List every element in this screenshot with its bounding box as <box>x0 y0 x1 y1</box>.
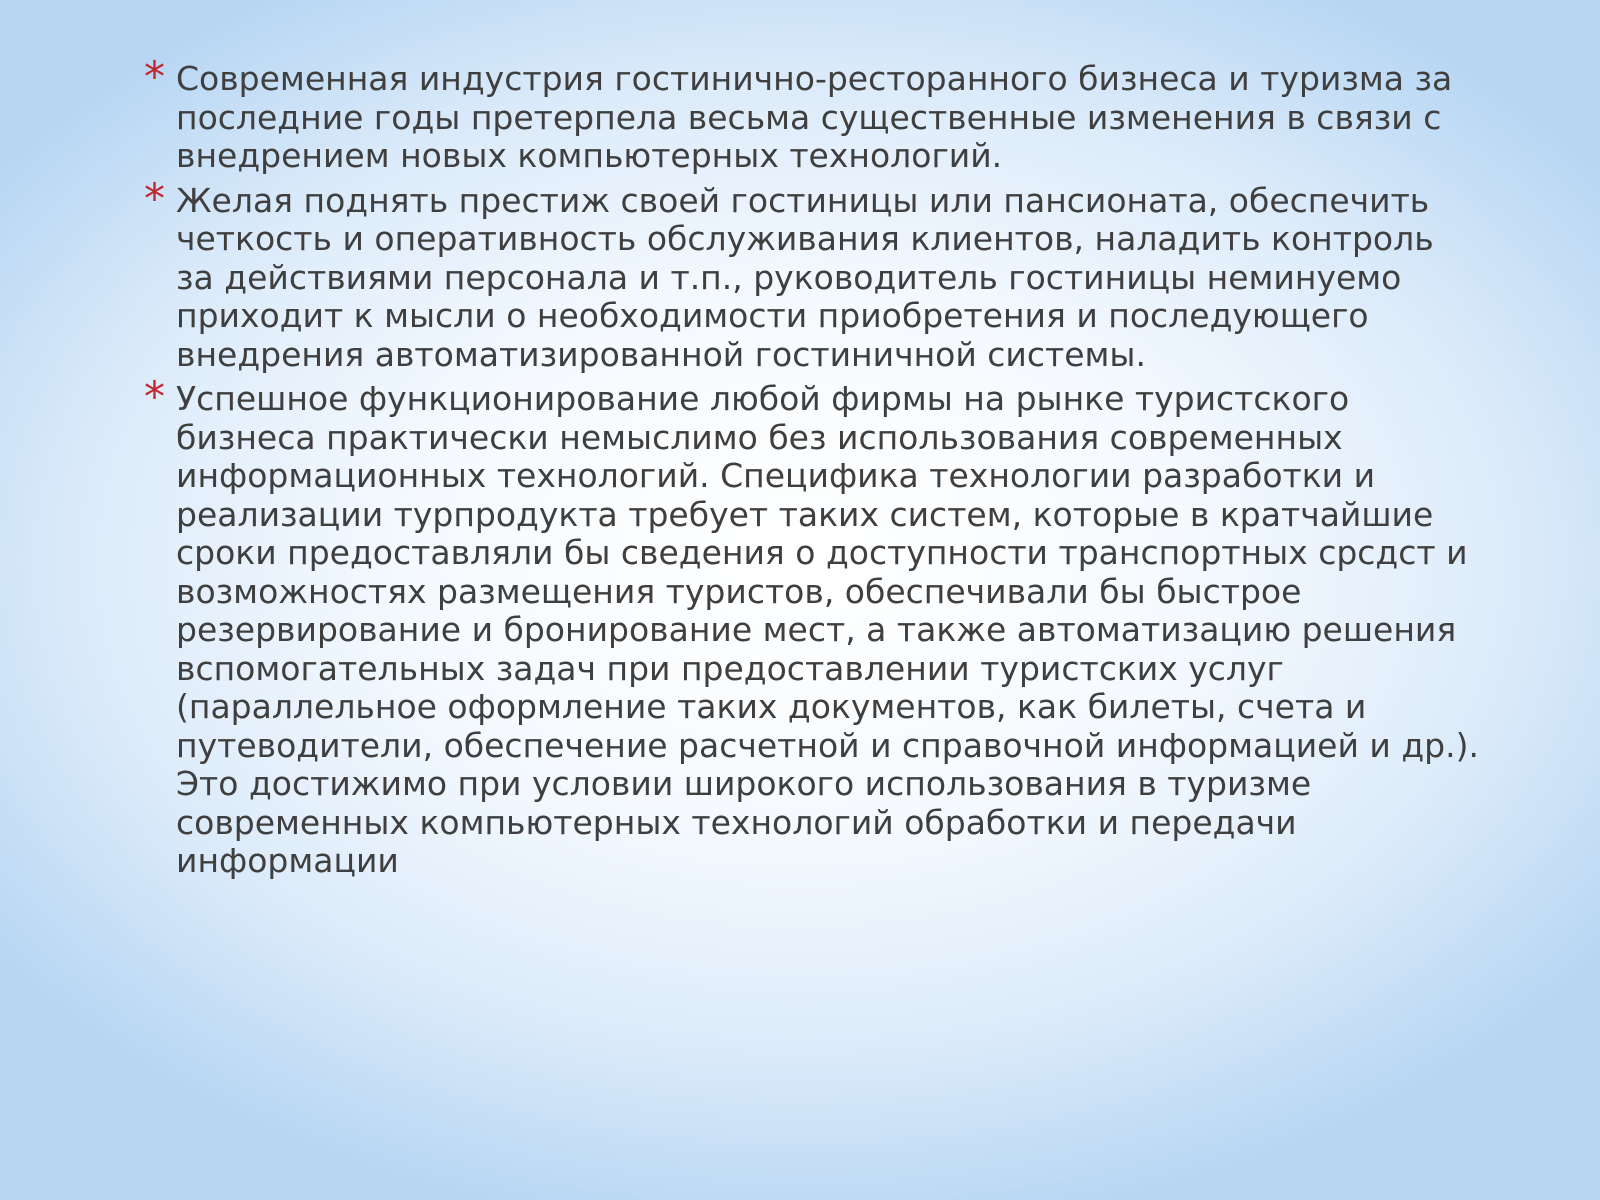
bullet-text-3: Успешное функционирование любой фирмы на рынке туристского бизнеса практически немыслимо без использования современных информационных технологий. Специфика технологии разработки и реализации турпродукта требует таких систем, которые в кратчайшие сроки предоставляли бы сведения о доступности транспортных срсдст и возможностях размещения туристов, обеспечивали бы быстрое резервирование и бронирование мест, а также автоматизацию решения вспомогательных задач при предоставлении туристских услуг (параллельное оформление таких документов, как билеты, счета и путеводители, обеспечение расчетной и справочной информацией и др.). Это достижимо при условии широкого использования в туризме современных компьютерных технологий обработки и передачи информации <box>176 379 1479 880</box>
bullet-text-1: Современная индустрия гостинично-ресторанного бизнеса и туризма за последние годы претерпела весьма существенные изменения в связи с внедрением новых компьютерных технологий. <box>176 59 1453 175</box>
bullet-text-2: Желая поднять престиж своей гостиницы или пансионата, обеспечить четкость и оперативность обслуживания клиентов, наладить контроль за действиями персонала и т.п., руководитель гостиницы неминуемо приходит к мысли о необходимости приобретения и последующего внедрения автоматизированной гостиничной системы. <box>176 180 1434 374</box>
asterisk-bullet-icon: * <box>144 372 165 421</box>
asterisk-bullet-icon: * <box>144 173 165 223</box>
bullet-item-3 <box>140 372 1480 881</box>
asterisk-bullet-icon: * <box>144 52 165 101</box>
bullet-item-2 <box>140 173 1480 375</box>
bullet-list <box>140 52 1480 887</box>
bullet-item-1 <box>140 52 1480 176</box>
